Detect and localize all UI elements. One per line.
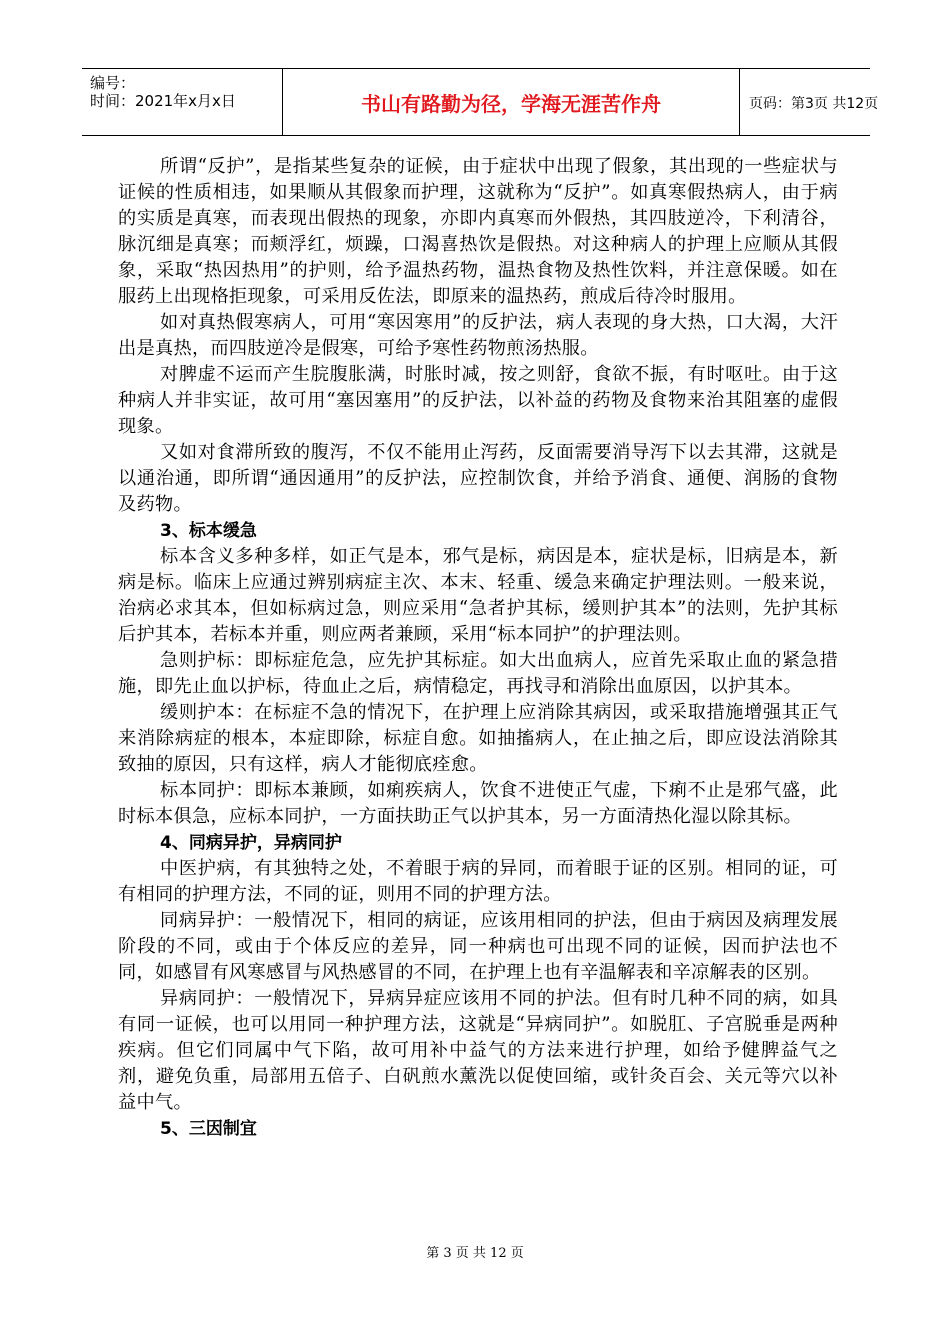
doc-time-label: 时间：2021年x月x日 (90, 92, 236, 110)
header-page-cell (739, 69, 879, 135)
page-header (82, 68, 879, 136)
section-heading: 5、三因制宜 (160, 1119, 257, 1139)
doc-code-label: 编号： (90, 74, 136, 92)
body-paragraph: 急则护标：即标症危急，应先护其标症。如大出血病人，应首先采取止血的紧急措施，即先止血以护标，待血止之后，病情稳定，再找寻和消除出血原因，以护其本。 (118, 650, 838, 697)
body-paragraph: 对脾虚不运而产生脘腹胀满，时胀时减，按之则舒，食欲不振，有时呕吐。由于这种病人并非实证，故可用“塞因塞用”的反护法，以补益的药物及食物来治其阻塞的虚假现象。 (118, 364, 838, 437)
motto-text: 书山有路勤为径，学海无涯苦作舟 (361, 92, 661, 116)
body-paragraph: 标本同护：即标本兼顾，如痢疾病人，饮食不进使正气虚，下痢不止是邪气盛，此时标本俱急，应标本同护，一方面扶助正气以护其本，另一方面清热化湿以除其标。 (118, 780, 838, 827)
page-footer: 第 3 页 共 12 页 (426, 1246, 524, 1261)
body-paragraph: 所谓“反护”，是指某些复杂的证候，由于症状中出现了假象，其出现的一些症状与证候的性质相违，如果顺从其假象而护理，这就称为“反护”。如真寒假热病人，由于病的实质是真寒，而表现出假热的现象，亦即内真寒而外假热，其四肢逆冷，下利清谷，脉沉细是真寒；而颊浮红，烦躁，口渴喜热饮是假热。对这种病人的护理上应顺从其假象，采取“热因热用”的护则，给予温热药物，温热食物及热性饮料，并注意保暖。如在服药上出现格拒现象，可采用反佐法，即原来的温热药，煎成后待冷时服用。 (118, 156, 838, 307)
body-paragraph: 中医护病，有其独特之处，不着眼于病的异同，而着眼于证的区别。相同的证，可有相同的护理方法，不同的证，则用不同的护理方法。 (118, 858, 838, 905)
section-heading: 4、同病异护，异病同护 (160, 833, 342, 853)
section-heading: 3、标本缓急 (160, 521, 257, 541)
body-paragraph: 异病同护：一般情况下，异病异症应该用不同的护法。但有时几种不同的病，如具有同一证候，也可以用同一种护理方法，这就是“异病同护”。如脱肛、子宫脱垂是两种疾病。但它们同属中气下陷，故可用补中益气的方法来进行护理，如给予健脾益气之剂，避免负重，局部用五倍子、白矾煎水薰洗以促使回缩，或针灸百会、关元等穴以补益中气。 (118, 988, 838, 1113)
body-paragraph: 同病异护：一般情况下，相同的病证，应该用相同的护法，但由于病因及病理发展阶段的不同，或由于个体反应的差异，同一种病也可出现不同的证候，因而护法也不同，如感冒有风寒感冒与风热感冒的不同，在护理上也有辛温解表和辛凉解表的区别。 (118, 910, 838, 983)
body-paragraph: 又如对食滞所致的腹泻，不仅不能用止泻药，反面需要消导泻下以去其滞，这就是以通治通，即所谓“通因通用”的反护法，应控制饮食，并给予消食、通便、润肠的食物及药物。 (118, 442, 838, 515)
body-paragraph: 标本含义多种多样，如正气是本，邪气是标，病因是本，症状是标，旧病是本，新病是标。临床上应通过辨别病症主次、本末、轻重、缓急来确定护理法则。一般来说，治病必求其本，但如标病过急，则应采用“急者护其标，缓则护其本”的法则，先护其标后护其本，若标本并重，则应两者兼顾，采用“标本同护”的护理法则。 (118, 546, 838, 645)
header-motto-cell (282, 69, 740, 135)
header-page-number: 页码：第3页 共12页 (749, 96, 879, 112)
body-paragraph: 如对真热假寒病人，可用“寒因寒用”的反护法，病人表现的身大热，口大渴，大汗出是真热，而四肢逆冷是假寒，可给予寒性药物煎汤热服。 (118, 312, 838, 359)
body-paragraph: 缓则护本：在标症不急的情况下，在护理上应消除其病因，或采取措施增强其正气来消除病症的根本，本症即除，标症自愈。如抽搐病人，在止抽之后，即应设法消除其致抽的原因，只有这样，病人才能彻底痊愈。 (118, 702, 838, 775)
document-body (118, 154, 838, 1142)
header-meta-cell (82, 69, 282, 135)
